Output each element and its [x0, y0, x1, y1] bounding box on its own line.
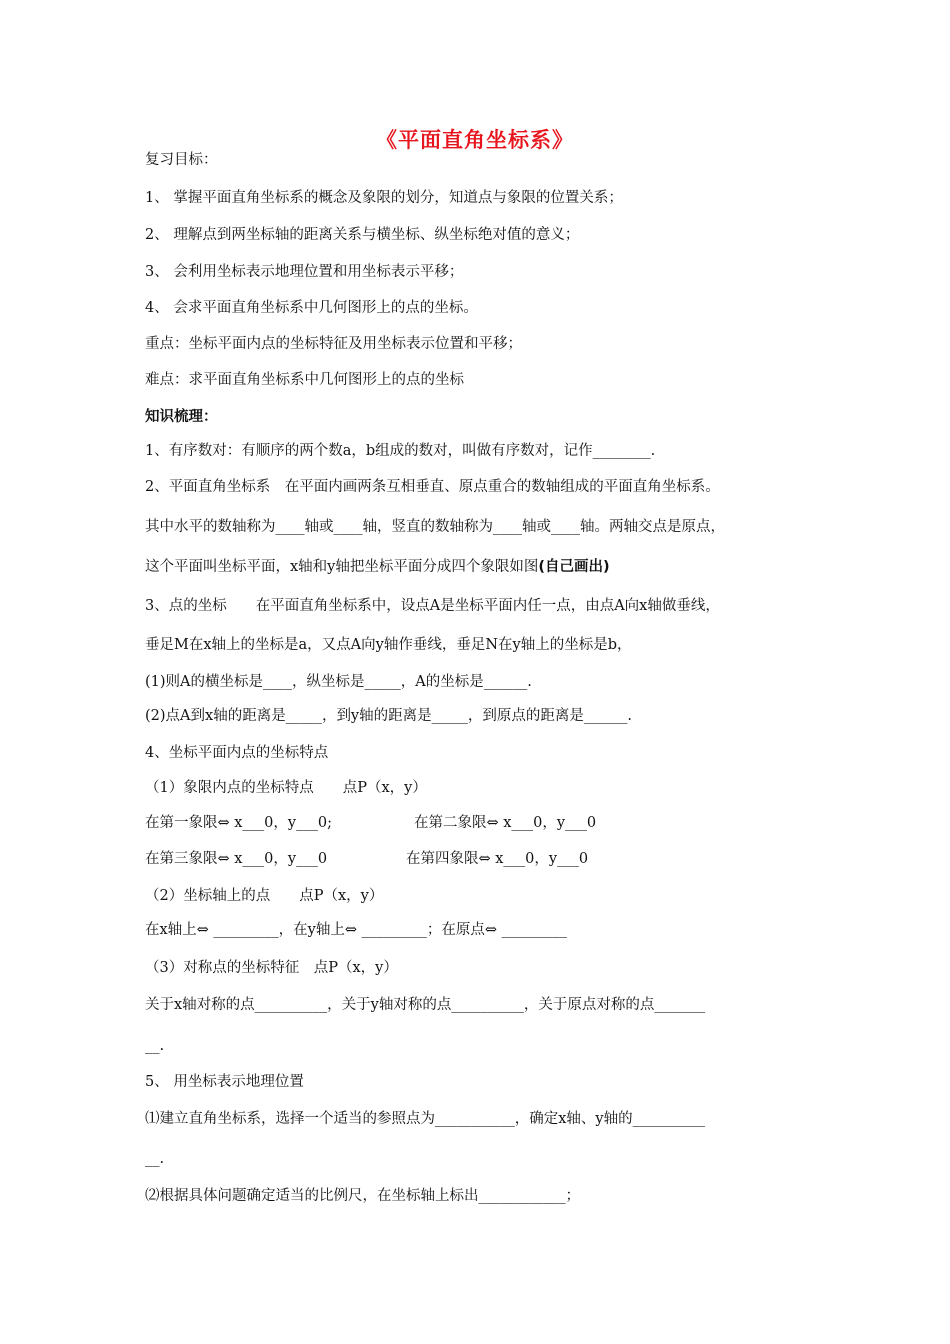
system-line-3-text: 这个平面叫坐标平面，x轴和y轴把坐标平面分成四个象限如图	[145, 559, 539, 575]
axis-heading: （2）坐标轴上的点 点P（x，y）	[145, 888, 384, 904]
system-line-3	[145, 557, 610, 577]
review-item-4: 4、 会求平面直角坐标系中几何图形上的点的坐标。	[145, 300, 478, 316]
review-item-3: 3、 会利用坐标表示地理位置和用坐标表示平移；	[145, 264, 464, 280]
symmetry-line-1: 关于x轴对称的点__________，关于y轴对称的点__________，关于原点对称的点_______	[145, 997, 706, 1013]
review-heading: 复习目标：	[145, 152, 218, 168]
knowledge-heading: 知识梳理：	[145, 409, 218, 425]
geo-heading: 5、 用坐标表示地理位置	[145, 1074, 304, 1090]
geo-step-1-line-2: __.	[145, 1151, 165, 1167]
feature-heading: 4、坐标平面内点的坐标特点	[145, 745, 329, 761]
quadrant-4: 在第四象限⇔ x___0，y___0	[406, 851, 589, 867]
system-line-1: 2、平面直角坐标系 在平面内画两条互相垂直、原点重合的数轴组成的平面直角坐标系。	[145, 479, 720, 495]
review-item-1: 1、 掌握平面直角坐标系的概念及象限的划分，知道点与象限的位置关系；	[145, 190, 623, 206]
symmetry-line-2: __.	[145, 1038, 165, 1054]
coord-line-2: 垂足M在x轴上的坐标是a，又点A向y轴作垂线，垂足N在y轴上的坐标是b，	[145, 637, 632, 653]
quadrant-3: 在第三象限⇔ x___0，y___0	[145, 851, 328, 867]
difficulty: 难点：求平面直角坐标系中几何图形上的点的坐标	[145, 372, 464, 388]
review-item-2: 2、 理解点到两坐标轴的距离关系与横坐标、纵坐标绝对值的意义；	[145, 227, 580, 243]
axis-line: 在x轴上⇔ _________，在y轴上⇔ _________；在原点⇔ _________	[145, 922, 567, 938]
ordered-pair-line: 1、有序数对：有顺序的两个数a，b组成的数对，叫做有序数对，记作________.	[145, 443, 656, 459]
coord-question-1: (1)则A的横坐标是____，纵坐标是_____，A的坐标是______.	[145, 674, 532, 690]
page-title: 《平面直角坐标系》	[376, 128, 574, 152]
geo-step-1-line-1: ⑴建立直角坐标系，选择一个适当的参照点为___________，确定x轴、y轴的__________	[145, 1111, 706, 1127]
draw-yourself-note: (自己画出)	[538, 559, 610, 575]
key-point: 重点：坐标平面内点的坐标特征及用坐标表示位置和平移；	[145, 336, 522, 352]
coord-question-2: (2)点A到x轴的距离是_____，到y轴的距离是_____，到原点的距离是______.	[145, 708, 632, 724]
geo-step-2: ⑵根据具体问题确定适当的比例尺，在坐标轴上标出____________；	[145, 1188, 580, 1204]
quadrant-1: 在第一象限⇔ x___0，y___0;	[145, 815, 332, 831]
coord-line-1: 3、点的坐标 在平面直角坐标系中，设点A是坐标平面内任一点，由点A向x轴做垂线，	[145, 598, 720, 614]
quadrant-heading: （1）象限内点的坐标特点 点P（x，y）	[145, 780, 427, 796]
quadrant-2: 在第二象限⇔ x___0，y___0	[414, 815, 597, 831]
symmetry-heading: （3）对称点的坐标特征 点P（x，y）	[145, 960, 398, 976]
system-line-2: 其中水平的数轴称为____轴或____轴，竖直的数轴称为____轴或____轴。两轴交点是原点，	[145, 519, 725, 535]
